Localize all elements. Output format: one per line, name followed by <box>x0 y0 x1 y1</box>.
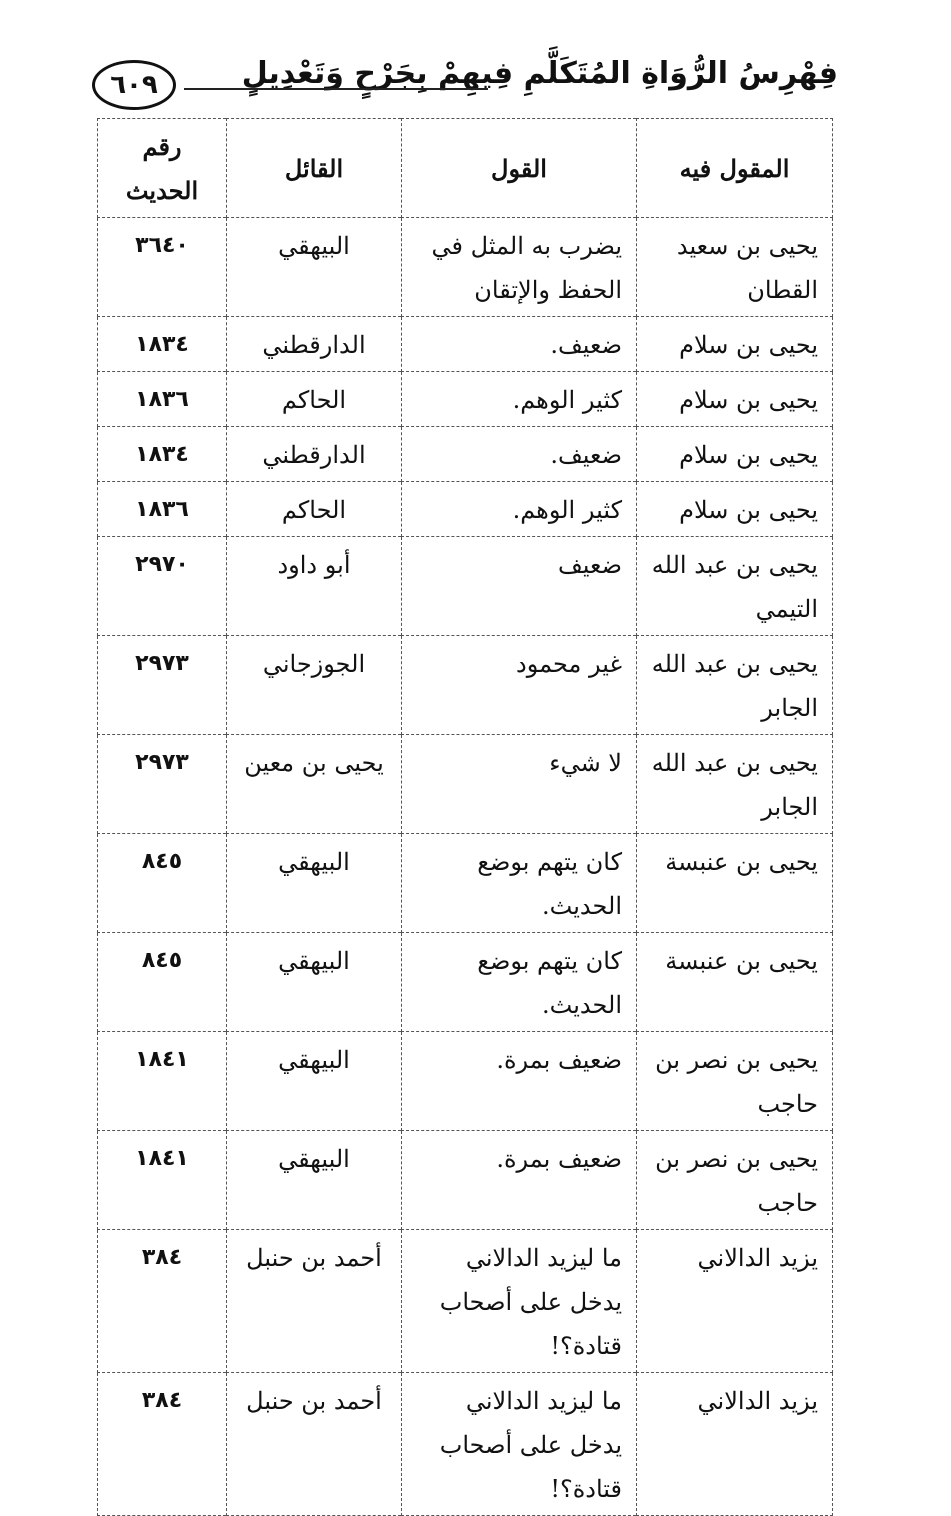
narrator-name: يحيى بن سلام <box>637 317 833 372</box>
narrator-name: يحيى بن عبد الله الجابر <box>637 636 833 735</box>
table-row <box>98 1230 833 1373</box>
hadith-number: ٣٨٤ <box>98 1373 227 1516</box>
narrator-name: يحيى بن نصر بن حاجب <box>637 1032 833 1131</box>
saying-text: ما ليزيد الدالاني يدخل على أصحاب قتادة؟! <box>402 1230 637 1373</box>
saying-text: ضعيف. <box>402 317 637 372</box>
narrators-index-table <box>97 118 833 1516</box>
table-row <box>98 427 833 482</box>
sayer-name: يحيى بن معين <box>227 735 402 834</box>
saying-text: ضعيف بمرة. <box>402 1032 637 1131</box>
table-row <box>98 834 833 933</box>
table-row <box>98 735 833 834</box>
saying-text: ما ليزيد الدالاني يدخل على أصحاب قتادة؟! <box>402 1373 637 1516</box>
page-number: ٦٠٩ <box>92 60 176 110</box>
hadith-number: ١٨٤١ <box>98 1032 227 1131</box>
hadith-number: ١٨٣٤ <box>98 427 227 482</box>
saying-text: ضعيف. <box>402 427 637 482</box>
saying-text: ضعيف بمرة. <box>402 1131 637 1230</box>
sayer-name: أبو داود <box>227 537 402 636</box>
saying-text: كان يتهم بوضع الحديث. <box>402 834 637 933</box>
saying-text: يضرب به المثل في الحفظ والإتقان <box>402 218 637 317</box>
table-row <box>98 372 833 427</box>
page-title: فِهْرِسُ الرُّوَاةِ المُتَكَلَّمِ فِيهِمْ بِجَرْحٍ وَتَعْدِيلٍ <box>241 56 838 91</box>
table-row <box>98 537 833 636</box>
hadith-number: ٣٨٤ <box>98 1230 227 1373</box>
hadith-number: ١٨٤١ <box>98 1131 227 1230</box>
narrator-name: يحيى بن سلام <box>637 427 833 482</box>
table-header-row <box>98 119 833 218</box>
hadith-number: ١٨٣٤ <box>98 317 227 372</box>
table-row <box>98 1032 833 1131</box>
table-row <box>98 933 833 1032</box>
sayer-name: البيهقي <box>227 834 402 933</box>
saying-text: غير محمود <box>402 636 637 735</box>
table-row <box>98 1373 833 1516</box>
hadith-number: ١٨٣٦ <box>98 482 227 537</box>
page-header <box>92 50 838 120</box>
hadith-number: ٢٩٧٣ <box>98 636 227 735</box>
sayer-name: أحمد بن حنبل <box>227 1230 402 1373</box>
narrator-name: يحيى بن سلام <box>637 482 833 537</box>
narrator-name: يحيى بن عنبسة <box>637 933 833 1032</box>
narrator-name: يحيى بن نصر بن حاجب <box>637 1131 833 1230</box>
sayer-name: البيهقي <box>227 1131 402 1230</box>
header-rule <box>184 88 488 90</box>
table-row <box>98 317 833 372</box>
hadith-number: ٨٤٥ <box>98 834 227 933</box>
hadith-number: ٢٩٧٣ <box>98 735 227 834</box>
narrator-name: يحيى بن عبد الله الجابر <box>637 735 833 834</box>
sayer-name: الدارقطني <box>227 317 402 372</box>
saying-text: ضعيف <box>402 537 637 636</box>
table-row <box>98 482 833 537</box>
table-row <box>98 218 833 317</box>
saying-text: كثير الوهم. <box>402 482 637 537</box>
sayer-name: البيهقي <box>227 933 402 1032</box>
column-header-name: المقول فيه <box>637 119 833 218</box>
sayer-name: الدارقطني <box>227 427 402 482</box>
narrator-name: يحيى بن سلام <box>637 372 833 427</box>
sayer-name: الجوزجاني <box>227 636 402 735</box>
narrator-name: يزيد الدالاني <box>637 1230 833 1373</box>
narrator-name: يحيى بن عبد الله التيمي <box>637 537 833 636</box>
table-row <box>98 636 833 735</box>
sayer-name: البيهقي <box>227 1032 402 1131</box>
column-header-sayer: القائل <box>227 119 402 218</box>
sayer-name: البيهقي <box>227 218 402 317</box>
sayer-name: الحاكم <box>227 482 402 537</box>
table-row <box>98 1131 833 1230</box>
narrator-name: يزيد الدالاني <box>637 1373 833 1516</box>
saying-text: كثير الوهم. <box>402 372 637 427</box>
hadith-number: ٢٩٧٠ <box>98 537 227 636</box>
saying-text: كان يتهم بوضع الحديث. <box>402 933 637 1032</box>
narrator-name: يحيى بن عنبسة <box>637 834 833 933</box>
narrator-name: يحيى بن سعيد القطان <box>637 218 833 317</box>
hadith-number: ٨٤٥ <box>98 933 227 1032</box>
column-header-hadith-number: رقم الحديث <box>98 119 227 218</box>
column-header-saying: القول <box>402 119 637 218</box>
saying-text: لا شيء <box>402 735 637 834</box>
hadith-number: ١٨٣٦ <box>98 372 227 427</box>
sayer-name: أحمد بن حنبل <box>227 1373 402 1516</box>
sayer-name: الحاكم <box>227 372 402 427</box>
hadith-number: ٣٦٤٠ <box>98 218 227 317</box>
